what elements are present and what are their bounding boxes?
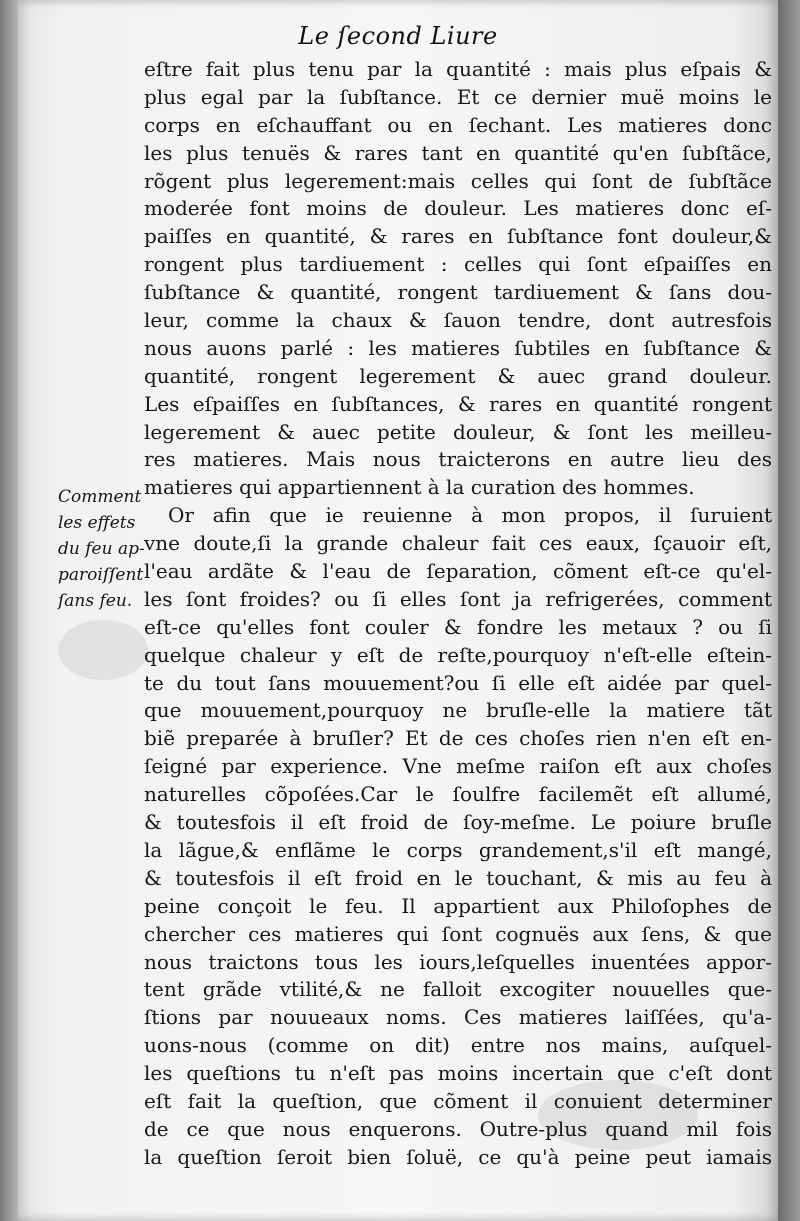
book-page [18, 0, 778, 1221]
body-text [144, 56, 772, 1172]
text-line: tent grãde vtilité,& ne falloit excogiter nouuelles que- [144, 977, 772, 1002]
text-line: de ce que nous enquerons. Outre-plus quand mil fois [144, 1116, 772, 1141]
text-line: & toutesfois il eſt froid de ſoy-meſme. Le poiure bruſle [144, 810, 772, 835]
margin-note-line: ſans feu. [58, 591, 133, 611]
text-line: eſtre fait plus tenu par la quantité : mais plus eſpais & [144, 57, 772, 81]
running-head: Le ſecond Liure [298, 22, 498, 50]
text-line: Les eſpaiſſes en ſubſtances, & rares en quantité rongent [144, 391, 772, 416]
text-line: corps en eſchauffant ou en ſechant. Les matieres donc [144, 112, 772, 137]
text-line: res matieres. Mais nous traicterons en autre lieu des [144, 447, 772, 472]
text-line: naturelles cõpoſées.Car le ſoulfre facilemẽt eſt allumé, [144, 782, 772, 807]
text-line: les ſont froides? ou ſi elles ſont ja refrigerées, comment [144, 586, 772, 611]
text-line: eſt fait la queſtion, que cõment il conuient determiner [144, 1088, 772, 1113]
text-line: les queſtions tu n'eſt pas moins incertain que c'eſt dont [144, 1061, 772, 1086]
text-line: que mouuement,pourquoy ne bruſle-elle la matiere tãt [144, 698, 772, 723]
margin-note [58, 484, 158, 614]
text-line: biẽ preparée à bruſler? Et de ces choſes rien n'en eſt en- [144, 726, 772, 751]
text-line: la queſtion ſeroit bien ſoluë, ce qu'à peine peut iamais [144, 1144, 772, 1169]
text-line: leur, comme la chaux & ſauon tendre, dont autresfois [144, 308, 772, 333]
page-edge-right [778, 0, 800, 1221]
margin-note-line: du feu ap- [58, 539, 145, 559]
text-line: peine conçoit le feu. Il appartient aux Philoſophes de [144, 893, 772, 918]
text-line: uons-nous (comme on dit) entre nos mains, auſquel- [144, 1033, 772, 1058]
text-line: la lãgue,& enflãme le corps grandement,s'il eſt mangé, [144, 837, 772, 862]
text-line: matieres qui appartiennent à la curation des hommes. [144, 475, 695, 500]
text-line: chercher ces matieres qui ſont cognuës aux ſens, & que [144, 921, 772, 946]
text-line: nous auons parlé : les matieres ſubtiles en ſubſtance & [144, 335, 772, 360]
text-line: plus egal par la ſubſtance. Et ce dernier muë moins le [144, 84, 772, 109]
text-line: vne doute,ſi la grande chaleur fait ces eaux, ſçauoir eſt, [144, 531, 772, 556]
text-line: ſubſtance & quantité, rongent tardiuement & ſans dou- [144, 280, 772, 305]
text-line: paiſſes en quantité, & rares en ſubſtance font douleur,& [144, 224, 772, 249]
text-line: rongent plus tardiuement : celles qui ſont eſpaiſſes en [144, 252, 772, 277]
text-line: rõgent plus legerement:mais celles qui ſont de ſubſtãce [144, 168, 772, 193]
text-line: eſt-ce qu'elles font couler & fondre les metaux ? ou ſi [144, 614, 772, 639]
text-line: ſtions par nouueaux noms. Ces matieres laiſſées, qu'a- [144, 1005, 772, 1030]
text-line: te du tout ſans mouuement?ou ſi elle eſt aidée par quel- [144, 670, 772, 695]
text-line: ſeigné par experience. Vne meſme raiſon eſt aux choſes [144, 754, 772, 779]
text-line: legerement & auec petite douleur, & ſont les meilleu- [144, 419, 772, 444]
text-line: quantité, rongent legerement & auec grand douleur. [144, 363, 772, 388]
text-line: nous traictons tous les iours,leſquelles inuentées appor- [144, 949, 772, 974]
text-line: moderée font moins de douleur. Les matieres donc eſ- [144, 196, 772, 221]
margin-note-line: Comment [58, 487, 142, 507]
text-line: quelque chaleur y eſt de reſte,pourquoy n'eſt-elle eſtein- [144, 642, 772, 667]
text-line: Or afin que ie reuienne à mon propos, il ſuruient [168, 503, 772, 528]
text-line: l'eau ardãte & l'eau de ſeparation, cõment eſt-ce qu'el- [144, 559, 772, 584]
margin-note-line: les effets [58, 513, 136, 533]
page-gutter-left [0, 0, 18, 1221]
margin-note-line: paroiſſent [58, 565, 144, 585]
paper-stain [58, 620, 148, 680]
text-line: & toutesfois il eſt froid en le touchant, & mis au feu à [144, 865, 772, 890]
text-line: les plus tenuës & rares tant en quantité qu'en ſubſtãce, [144, 140, 772, 165]
